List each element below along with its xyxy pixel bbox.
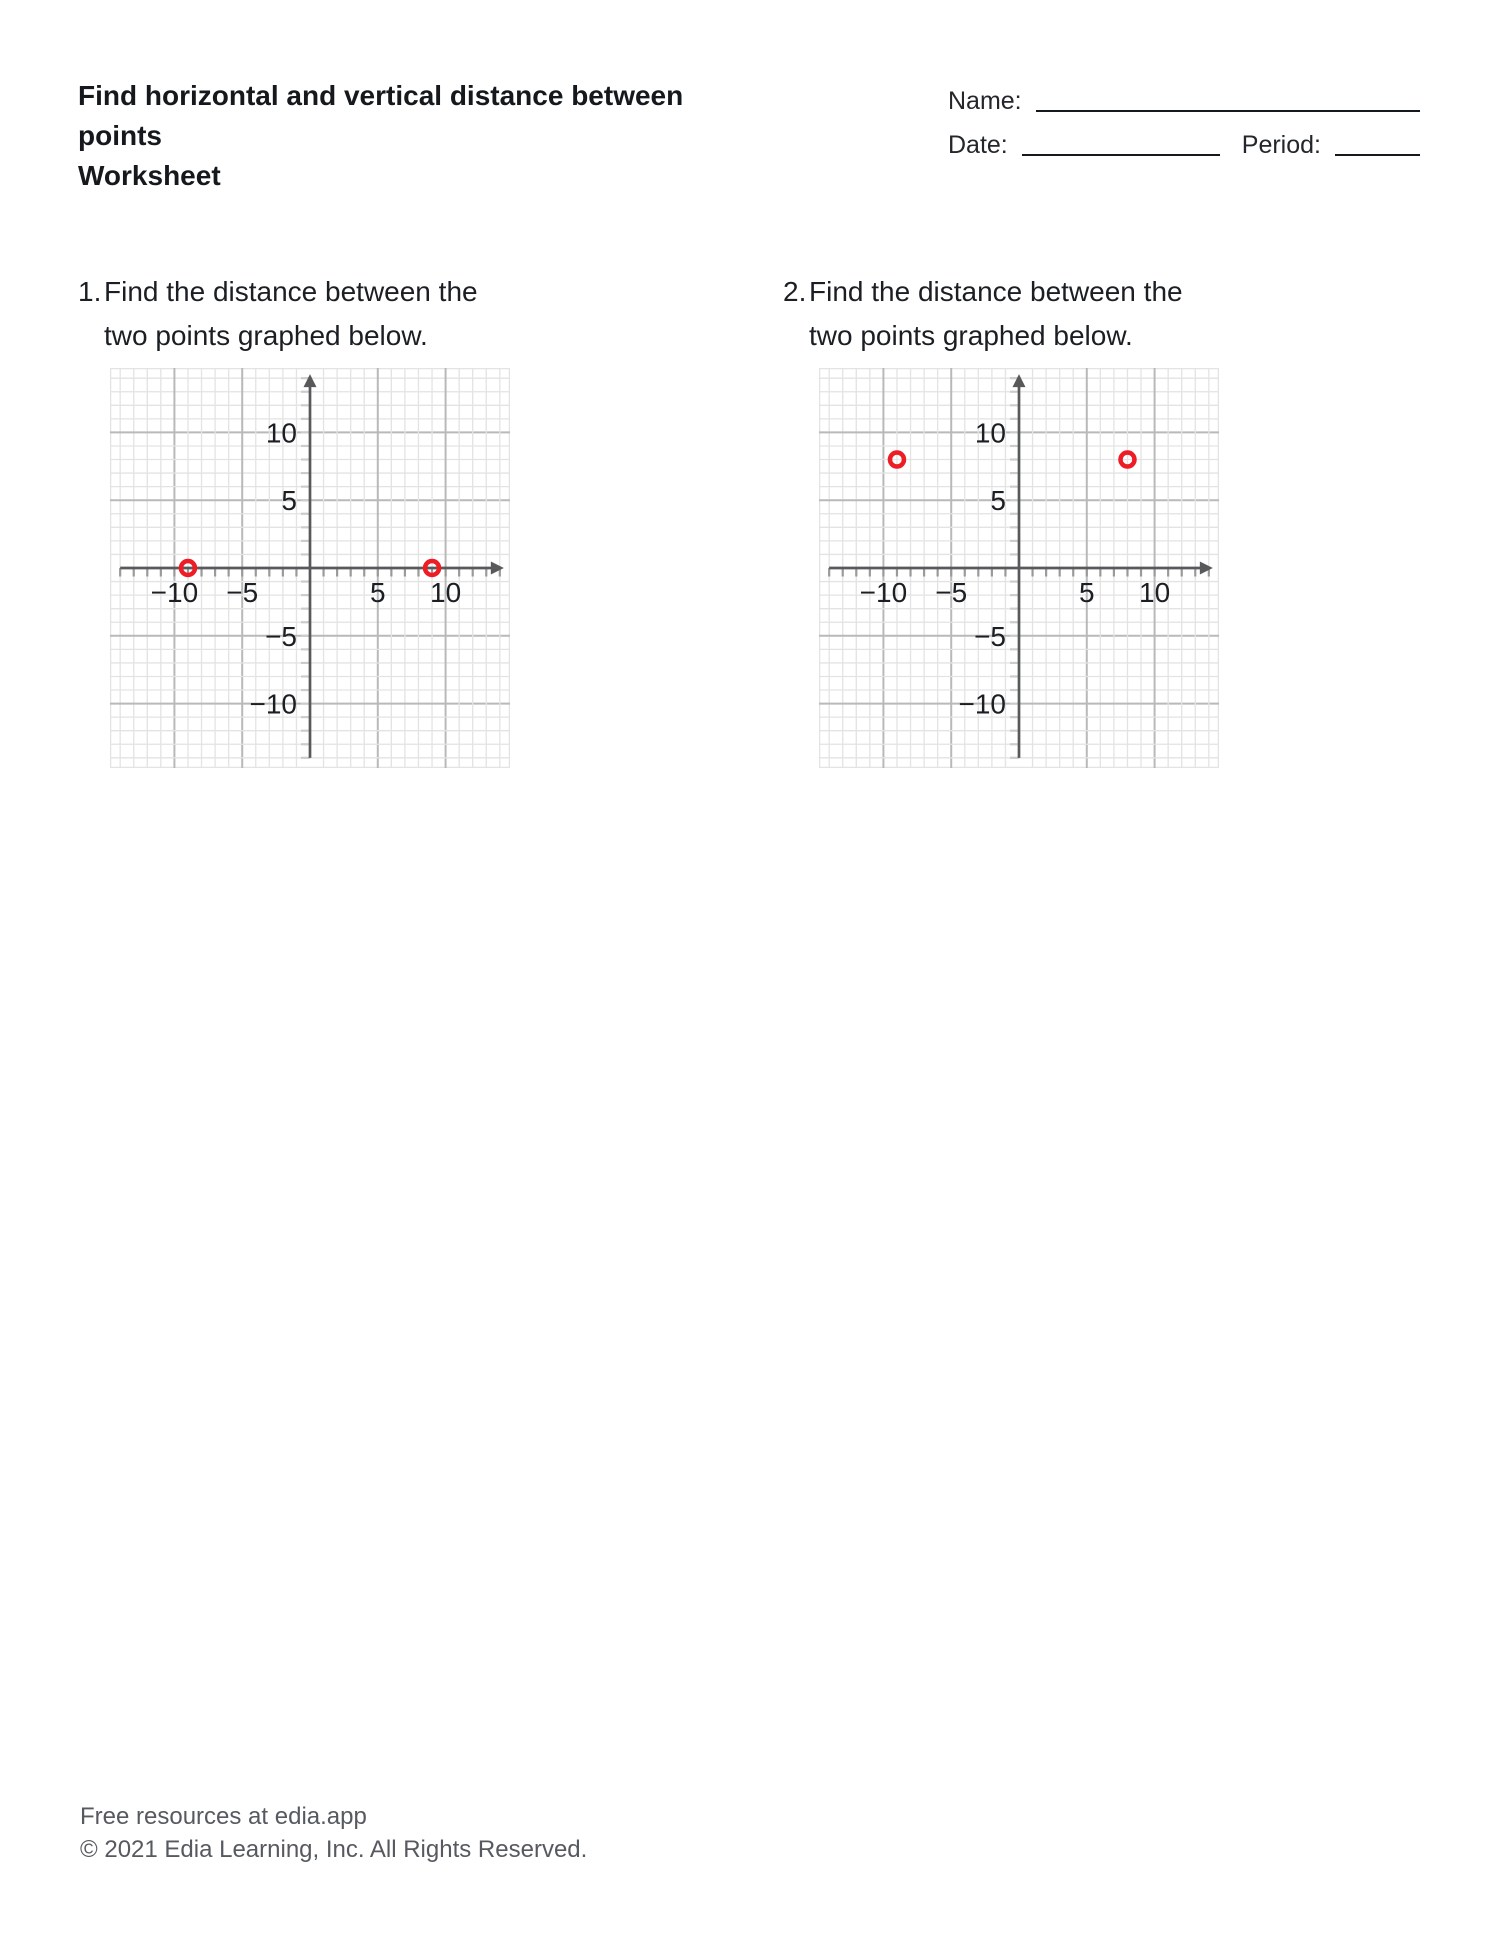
date-blank-line bbox=[1022, 154, 1220, 156]
x-axis-label: −5 bbox=[935, 577, 968, 608]
y-axis-label: −5 bbox=[974, 620, 1006, 652]
worksheet-title-line1: Find horizontal and vertical distance between points bbox=[78, 80, 684, 151]
question-1-text: Find the distance between the two points graphed below. bbox=[104, 276, 478, 351]
date-label: Date: bbox=[948, 131, 1008, 159]
name-row bbox=[948, 84, 1420, 116]
y-axis-arrow-icon bbox=[1013, 374, 1026, 387]
y-axis-label: 5 bbox=[281, 485, 297, 517]
question-1 bbox=[78, 270, 524, 358]
coordinate-grid bbox=[819, 368, 1219, 768]
graph-1 bbox=[110, 368, 510, 768]
y-axis-label: 10 bbox=[974, 417, 1006, 449]
coordinate-grid bbox=[110, 368, 510, 768]
y-axis-label: −10 bbox=[958, 688, 1006, 720]
worksheet-title-line2: Worksheet bbox=[78, 160, 221, 191]
x-axis-label: −10 bbox=[859, 577, 908, 608]
graph-2 bbox=[819, 368, 1219, 768]
y-axis-arrow-icon bbox=[304, 374, 317, 387]
name-label: Name: bbox=[948, 87, 1022, 115]
question-2-text: Find the distance between the two points graphed below. bbox=[809, 276, 1183, 351]
x-axis-label: 10 bbox=[430, 577, 462, 608]
period-label: Period: bbox=[1241, 131, 1321, 159]
y-axis-label: 10 bbox=[265, 417, 297, 449]
x-axis-label: 5 bbox=[1079, 577, 1095, 608]
name-blank-line bbox=[1036, 110, 1420, 112]
x-axis-arrow-icon bbox=[1200, 562, 1213, 575]
footer-line1: Free resources at edia.app bbox=[80, 1803, 367, 1830]
question-2-number: 2. bbox=[783, 276, 807, 307]
footer-line2: © 2021 Edia Learning, Inc. All Rights Reserved. bbox=[80, 1836, 588, 1863]
period-blank-line bbox=[1335, 154, 1420, 156]
x-axis-label: −5 bbox=[226, 577, 259, 608]
question-2 bbox=[783, 270, 1229, 358]
x-axis-arrow-icon bbox=[491, 562, 504, 575]
y-axis-label: −10 bbox=[249, 688, 297, 720]
date-period-row bbox=[948, 128, 1420, 160]
x-axis-label: 10 bbox=[1139, 577, 1171, 608]
y-axis-label: 5 bbox=[990, 485, 1006, 517]
worksheet-title bbox=[78, 76, 758, 196]
x-axis-label: 5 bbox=[370, 577, 386, 608]
x-axis-label: −10 bbox=[150, 577, 199, 608]
footer bbox=[80, 1800, 587, 1866]
student-id-block bbox=[948, 84, 1420, 160]
question-1-number: 1. bbox=[78, 276, 102, 307]
y-axis-label: −5 bbox=[265, 620, 297, 652]
